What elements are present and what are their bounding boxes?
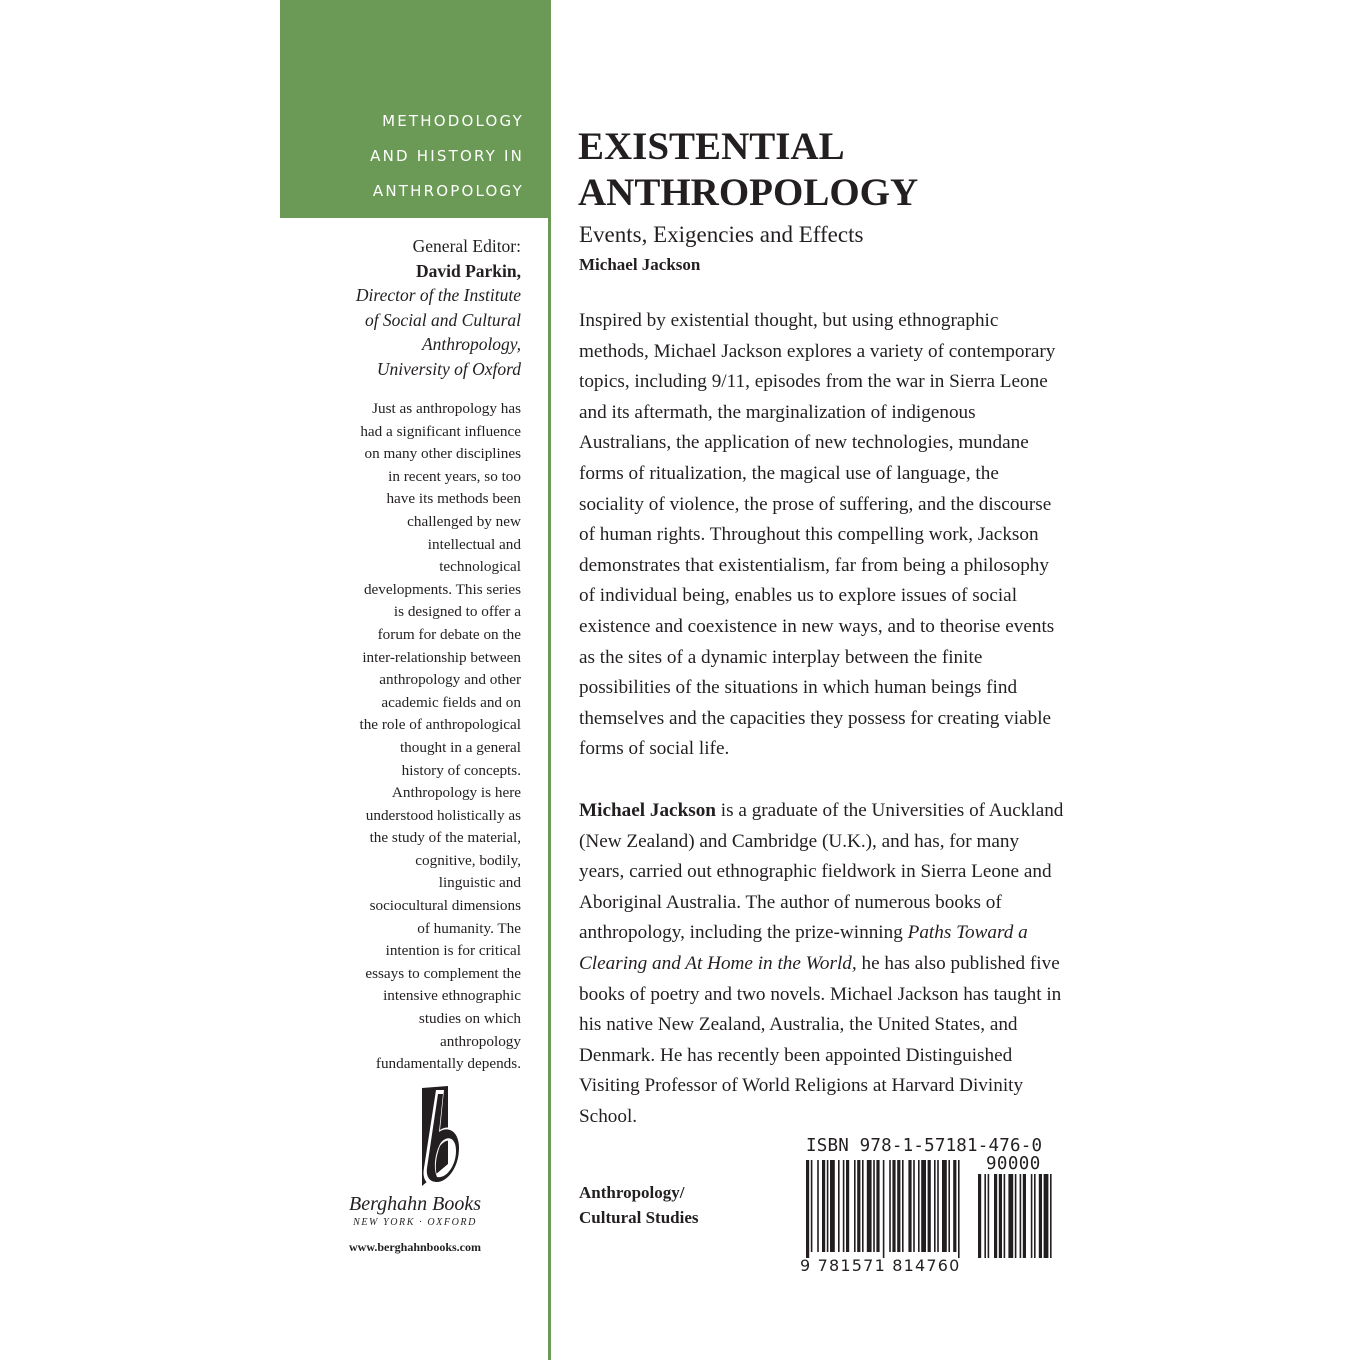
description-line: themselves and the capacities they possess for creating viable xyxy=(579,707,1052,729)
bio-line: years, carried out ethnographic fieldwork in Sierra Leone and xyxy=(579,861,1052,883)
description-line: Australians, the application of new technologies, mundane xyxy=(579,432,1029,454)
description-line: forms of ritualization, the magical use of language, the xyxy=(579,462,999,484)
series-title: METHODOLOGY AND HISTORY IN ANTHROPOLOGY xyxy=(370,112,524,200)
series-description-line: Just as anthropology has xyxy=(372,400,521,417)
bio-line: School. xyxy=(579,1105,638,1127)
description-line: Inspired by existential thought, but using ethnographic xyxy=(579,310,999,331)
series-description-line: cognitive, bodily, xyxy=(415,851,521,869)
series-description-line: linguistic and xyxy=(438,874,521,892)
series-description-line: studies on which xyxy=(418,1010,521,1028)
description-line: methods, Michael Jackson explores a variety of contemporary xyxy=(579,340,1056,362)
book-author: Michael Jackson xyxy=(579,255,701,274)
series-description-line: intellectual and xyxy=(427,535,521,553)
publisher-name: Berghahn Books xyxy=(348,1193,481,1215)
series-description-line: forum for debate on the xyxy=(377,625,521,643)
series-description-line: Anthropology is here xyxy=(391,784,521,802)
series-description-line: inter-relationship between xyxy=(362,648,521,666)
series-description-line: understood holistically as xyxy=(365,806,521,824)
series-description-line: the role of anthropological xyxy=(359,716,521,734)
series-description-line: intention is for critical xyxy=(385,942,521,960)
subject-category: Anthropology/ Cultural Studies xyxy=(579,1183,699,1227)
series-description-line: sociocultural dimensions xyxy=(369,897,521,915)
series-description-line: anthropology and other xyxy=(379,671,521,689)
description-line: of individual being, enables us to explore issues of social xyxy=(579,585,1018,607)
book-subtitle: Events, Exigencies and Effects xyxy=(579,222,864,247)
series-description-line: in recent years, so too xyxy=(388,467,521,485)
series-description-line: thought in a general xyxy=(399,738,521,756)
series-description xyxy=(280,398,521,1076)
isbn-label: ISBN 978-1-57181-476-0 xyxy=(806,1136,1043,1156)
bio-line: anthropology, including the prize-winning Paths Toward a xyxy=(579,922,1028,944)
description-line: existence and coexistence in new ways, and to theorise events xyxy=(579,615,1055,637)
series-description-line: is designed to offer a xyxy=(393,603,521,621)
author-bio xyxy=(579,796,1063,1133)
price-code: 90000 xyxy=(986,1154,1041,1174)
barcode-digits: 9 781571 814760 xyxy=(800,1256,961,1275)
berghahn-b-logo-icon xyxy=(418,1086,466,1188)
bio-line: his native New Zealand, Australia, the United States, and xyxy=(579,1014,1018,1036)
general-editor xyxy=(280,234,521,381)
series-description-line: developments. This series xyxy=(363,580,521,598)
editor-label: General Editor: xyxy=(412,236,521,256)
editor-affiliation: Anthropology, xyxy=(421,334,521,354)
description-line: as the sites of a dynamic interplay between the finite xyxy=(579,646,983,668)
book-description xyxy=(579,306,1055,765)
editor-affiliation: University of Oxford xyxy=(376,358,521,379)
series-description-line: had a significant influence xyxy=(360,422,521,440)
series-description-line: the study of the material, xyxy=(369,829,521,847)
series-description-line: have its methods been xyxy=(386,490,521,508)
book-title: EXISTENTIAL ANTHROPOLOGY xyxy=(578,125,919,214)
bio-line: Aboriginal Australia. The author of numerous books of xyxy=(579,891,1002,913)
barcode-icon xyxy=(800,1156,1062,1260)
bio-line: Visiting Professor of World Religions at Harvard Divinity xyxy=(579,1075,1024,1097)
series-band xyxy=(280,0,550,218)
series-description-line: technological xyxy=(439,558,521,576)
bio-line: Denmark. He has recently been appointed Distinguished xyxy=(579,1044,1013,1066)
editor-affiliation: of Social and Cultural xyxy=(364,309,521,330)
series-description-line: on many other disciplines xyxy=(364,445,521,463)
editor-affiliation: Director of the Institute xyxy=(355,285,521,305)
series-description-line: anthropology xyxy=(440,1032,521,1050)
bio-line: (New Zealand) and Cambridge (U.K.), and has, for many xyxy=(579,830,1020,852)
description-line: demonstrates that existentialism, far from being a philosophy xyxy=(579,554,1049,576)
description-line: sociality of violence, the prose of suffering, and the discourse xyxy=(579,493,1052,515)
description-line: possibilities of the situations in which human beings find xyxy=(579,677,1018,699)
series-description-line: intensive ethnographic xyxy=(383,987,521,1005)
series-description-line: challenged by new xyxy=(407,512,521,530)
bio-author-name: Michael Jackson xyxy=(579,800,716,821)
description-line: forms of social life. xyxy=(579,738,730,760)
series-description-line: fundamentally depends. xyxy=(375,1055,521,1073)
description-line: topics, including 9/11, episodes from the war in Sierra Leone xyxy=(579,371,1048,393)
description-line: and its aftermath, the marginalization of indigenous xyxy=(579,401,976,423)
publisher-url[interactable]: www.berghahnbooks.com xyxy=(348,1240,482,1254)
series-description-line: of humanity. The xyxy=(417,919,521,937)
sidebar-divider xyxy=(548,0,551,1360)
description-line: of human rights. Throughout this compelling work, Jackson xyxy=(579,524,1039,546)
series-description-line: academic fields and on xyxy=(381,693,521,711)
bio-line: Michael Jackson is a graduate of the Universities of Auckland xyxy=(579,800,1064,821)
series-description-line: history of concepts. xyxy=(401,761,521,779)
bio-line: books of poetry and two novels. Michael Jackson has taught in xyxy=(579,983,1062,1005)
series-description-line: essays to complement the xyxy=(365,964,521,982)
editor-name: David Parkin, xyxy=(415,260,521,281)
publisher-cities: NEW YORK · OXFORD xyxy=(353,1217,477,1228)
bio-line: Clearing and At Home in the World, he has also published five xyxy=(579,952,1060,974)
